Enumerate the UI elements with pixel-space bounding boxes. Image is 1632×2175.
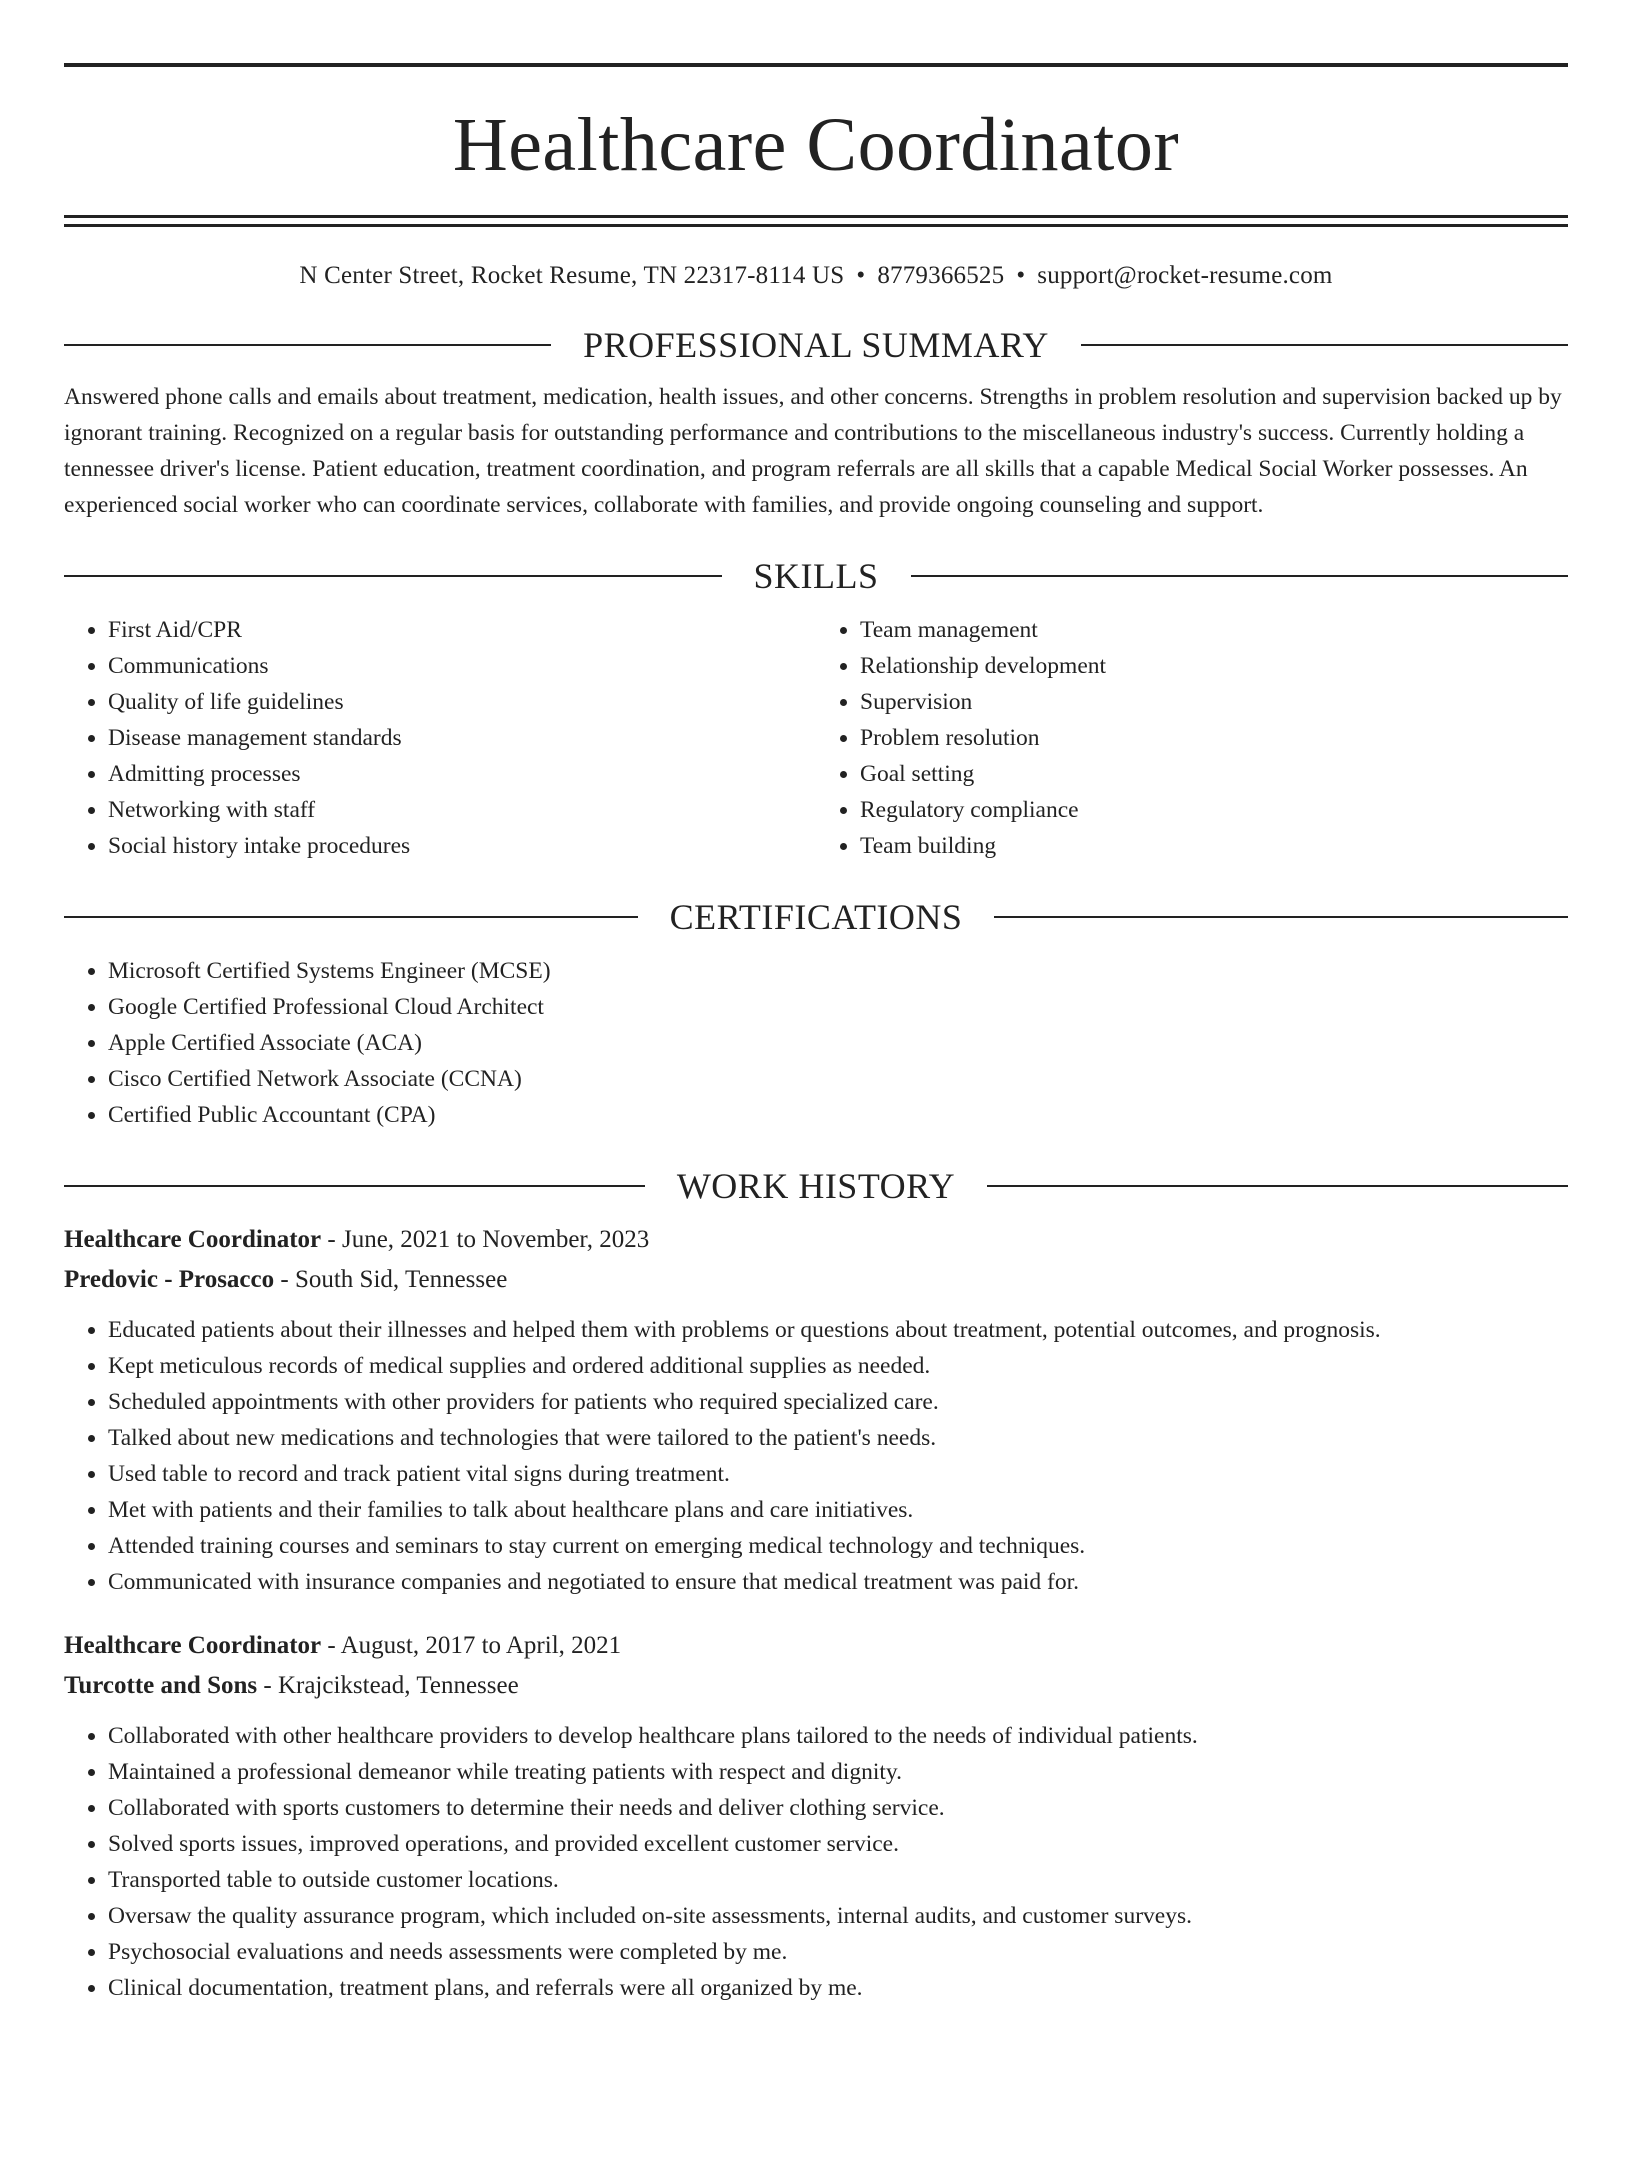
skills-list-right: [816, 612, 1568, 864]
section-title: PROFESSIONAL SUMMARY: [583, 325, 1049, 365]
heading-rule: [911, 575, 1569, 577]
list-item: • Social history intake procedures: [108, 828, 816, 864]
list-item: • First Aid/CPR: [108, 612, 816, 648]
list-item: • Used table to record and track patient vital signs during treatment.: [108, 1456, 1568, 1492]
resume-page: [0, 63, 1632, 2175]
list-item: • Collaborated with other healthcare providers to develop healthcare plans tailored to the needs of individual patients.: [108, 1718, 1568, 1754]
section-title: SKILLS: [753, 556, 879, 596]
section-title: WORK HISTORY: [676, 1166, 956, 1206]
top-rule: [64, 63, 1568, 67]
job-dates: - June, 2021 to November, 2023: [321, 1226, 650, 1253]
heading-rule: [994, 916, 1568, 918]
section-title: CERTIFICATIONS: [669, 897, 963, 937]
heading-rule: [64, 344, 551, 346]
list-item: • Collaborated with sports customers to determine their needs and deliver clothing service.: [108, 1790, 1568, 1826]
list-item: • Certified Public Accountant (CPA): [108, 1097, 1568, 1133]
list-item: • Psychosocial evaluations and needs assessments were completed by me.: [108, 1934, 1568, 1970]
skills-list-left: [64, 612, 816, 864]
list-item: • Problem resolution: [860, 720, 1568, 756]
job-company: Turcotte and Sons: [64, 1672, 258, 1699]
candidate-name: Healthcare Coordinator: [452, 103, 1180, 187]
contact-phone: 8779366525: [877, 262, 1005, 289]
certifications-list: [64, 953, 1568, 1133]
list-item: • Microsoft Certified Systems Engineer (MCSE): [108, 953, 1568, 989]
contact-line: [64, 260, 1568, 292]
list-item: • Cisco Certified Network Associate (CCNA): [108, 1061, 1568, 1097]
section-heading-certifications: [64, 897, 1568, 937]
list-item: • Clinical documentation, treatment plans, and referrals were all organized by me.: [108, 1970, 1568, 2006]
job-dates: - August, 2017 to April, 2021: [321, 1632, 622, 1659]
skills-columns: [64, 612, 1568, 864]
list-item: • Talked about new medications and technologies that were tailored to the patient's needs.: [108, 1420, 1568, 1456]
job-entry: [64, 1220, 1568, 1600]
job-location: - Krajcikstead, Tennessee: [257, 1672, 519, 1699]
list-item: • Kept meticulous records of medical supplies and ordered additional supplies as needed.: [108, 1348, 1568, 1384]
list-item: • Communicated with insurance companies and negotiated to ensure that medical treatment was paid for.: [108, 1564, 1568, 1600]
list-item: • Admitting processes: [108, 756, 816, 792]
list-item: • Networking with staff: [108, 792, 816, 828]
list-item: • Apple Certified Associate (ACA): [108, 1025, 1568, 1061]
job-title-line: [64, 1626, 1568, 1666]
job-company-line: [64, 1260, 1568, 1300]
contact-email: support@rocket-resume.com: [1037, 262, 1333, 289]
section-heading-summary: [64, 325, 1568, 365]
list-item: • Supervision: [860, 684, 1568, 720]
job-bullets: [64, 1312, 1568, 1600]
heading-rule: [64, 916, 638, 918]
contact-separator: •: [1016, 262, 1026, 289]
title-double-rule: [64, 215, 1568, 227]
job-location: - South Sid, Tennessee: [274, 1266, 508, 1293]
job-title: Healthcare Coordinator: [64, 1632, 322, 1659]
job-company: Predovic - Prosacco: [64, 1266, 275, 1293]
skills-column-left: [64, 612, 816, 864]
contact-separator: •: [856, 262, 866, 289]
list-item: • Regulatory compliance: [860, 792, 1568, 828]
list-item: • Solved sports issues, improved operations, and provided excellent customer service.: [108, 1826, 1568, 1862]
heading-rule: [987, 1185, 1568, 1187]
list-item: • Relationship development: [860, 648, 1568, 684]
list-item: • Disease management standards: [108, 720, 816, 756]
contact-address: N Center Street, Rocket Resume, TN 22317-8114 US: [299, 262, 845, 289]
job-title-line: [64, 1220, 1568, 1260]
job-entry: [64, 1626, 1568, 2006]
list-item: • Maintained a professional demeanor while treating patients with respect and dignity.: [108, 1754, 1568, 1790]
list-item: • Google Certified Professional Cloud Architect: [108, 989, 1568, 1025]
section-heading-skills: [64, 556, 1568, 596]
list-item: • Oversaw the quality assurance program, which included on-site assessments, internal audits, and customer surveys.: [108, 1898, 1568, 1934]
list-item: • Transported table to outside customer locations.: [108, 1862, 1568, 1898]
heading-rule: [1081, 344, 1568, 346]
list-item: • Team building: [860, 828, 1568, 864]
summary-text: Answered phone calls and emails about treatment, medication, health issues, and other concerns. Strengths in problem resolution and supervision backed up by ignorant training. Recognized on a regular basis for outstanding performance and contributions to the miscellaneous industry's success. Currently holding a tennessee driver's license. Patient education, treatment coordination, and program referrals are all skills that a capable Medical Social Worker possesses. An experienced social worker who can coordinate services, collaborate with families, and provide ongoing counseling and support.: [64, 384, 1562, 518]
list-item: • Quality of life guidelines: [108, 684, 816, 720]
list-item: • Scheduled appointments with other providers for patients who required specialized care.: [108, 1384, 1568, 1420]
list-item: • Communications: [108, 648, 816, 684]
skills-column-right: [816, 612, 1568, 864]
list-item: • Attended training courses and seminars to stay current on emerging medical technology and techniques.: [108, 1528, 1568, 1564]
job-bullets: [64, 1718, 1568, 2006]
job-company-line: [64, 1666, 1568, 1706]
list-item: • Goal setting: [860, 756, 1568, 792]
list-item: • Educated patients about their illnesses and helped them with problems or questions about treatment, potential outcomes, and prognosis.: [108, 1312, 1568, 1348]
heading-rule: [64, 575, 722, 577]
list-item: • Team management: [860, 612, 1568, 648]
job-title: Healthcare Coordinator: [64, 1226, 322, 1253]
section-heading-work-history: [64, 1166, 1568, 1206]
list-item: • Met with patients and their families to talk about healthcare plans and care initiatives.: [108, 1492, 1568, 1528]
heading-rule: [64, 1185, 645, 1187]
